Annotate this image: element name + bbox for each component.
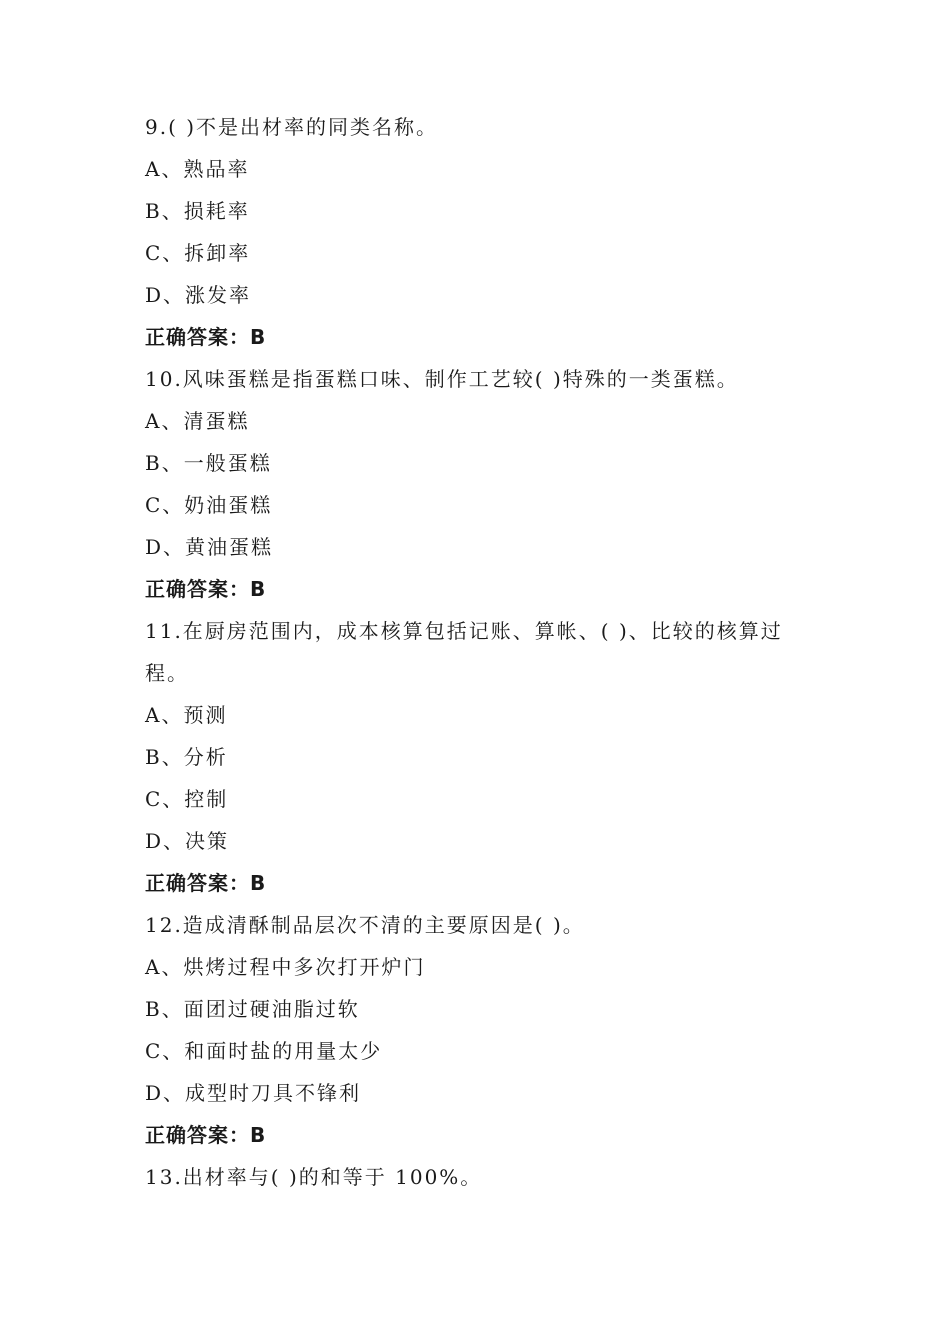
option-d: D、成型时刀具不锋利: [145, 1081, 362, 1105]
option-d: D、涨发率: [145, 283, 252, 307]
correct-answer: 正确答案：B: [145, 871, 267, 895]
question-12: [145, 904, 815, 1156]
option-b: B、面团过硬油脂过软: [145, 997, 360, 1021]
option-c: C、奶油蛋糕: [145, 493, 273, 517]
option-c: C、控制: [145, 787, 229, 811]
option-b: B、一般蛋糕: [145, 451, 272, 475]
correct-answer: 正确答案：B: [145, 577, 267, 601]
option-d: D、决策: [145, 829, 230, 853]
question-9: [145, 106, 815, 358]
option-b: B、损耗率: [145, 199, 250, 223]
question-11: [145, 610, 815, 904]
correct-answer: 正确答案：B: [145, 325, 267, 349]
question-list: [145, 106, 815, 1198]
question-text: 13.出材率与( )的和等于 100%。: [145, 1165, 483, 1189]
question-text: 10.风味蛋糕是指蛋糕口味、制作工艺较( )特殊的一类蛋糕。: [145, 367, 739, 391]
question-text: 12.造成清酥制品层次不清的主要原因是( )。: [145, 913, 585, 937]
option-a: A、烘烤过程中多次打开炉门: [145, 955, 426, 979]
option-c: C、和面时盐的用量太少: [145, 1039, 383, 1063]
option-c: C、拆卸率: [145, 241, 251, 265]
question-13: [145, 1156, 815, 1198]
option-d: D、黄油蛋糕: [145, 535, 274, 559]
option-a: A、预测: [145, 703, 228, 727]
question-text: 11.在厨房范围内，成本核算包括记账、算帐、( )、比较的核算过程。: [145, 619, 783, 685]
question-10: [145, 358, 815, 610]
option-a: A、熟品率: [145, 157, 250, 181]
option-a: A、清蛋糕: [145, 409, 250, 433]
correct-answer: 正确答案：B: [145, 1123, 267, 1147]
question-text: 9.( )不是出材率的同类名称。: [145, 115, 439, 139]
option-b: B、分析: [145, 745, 228, 769]
